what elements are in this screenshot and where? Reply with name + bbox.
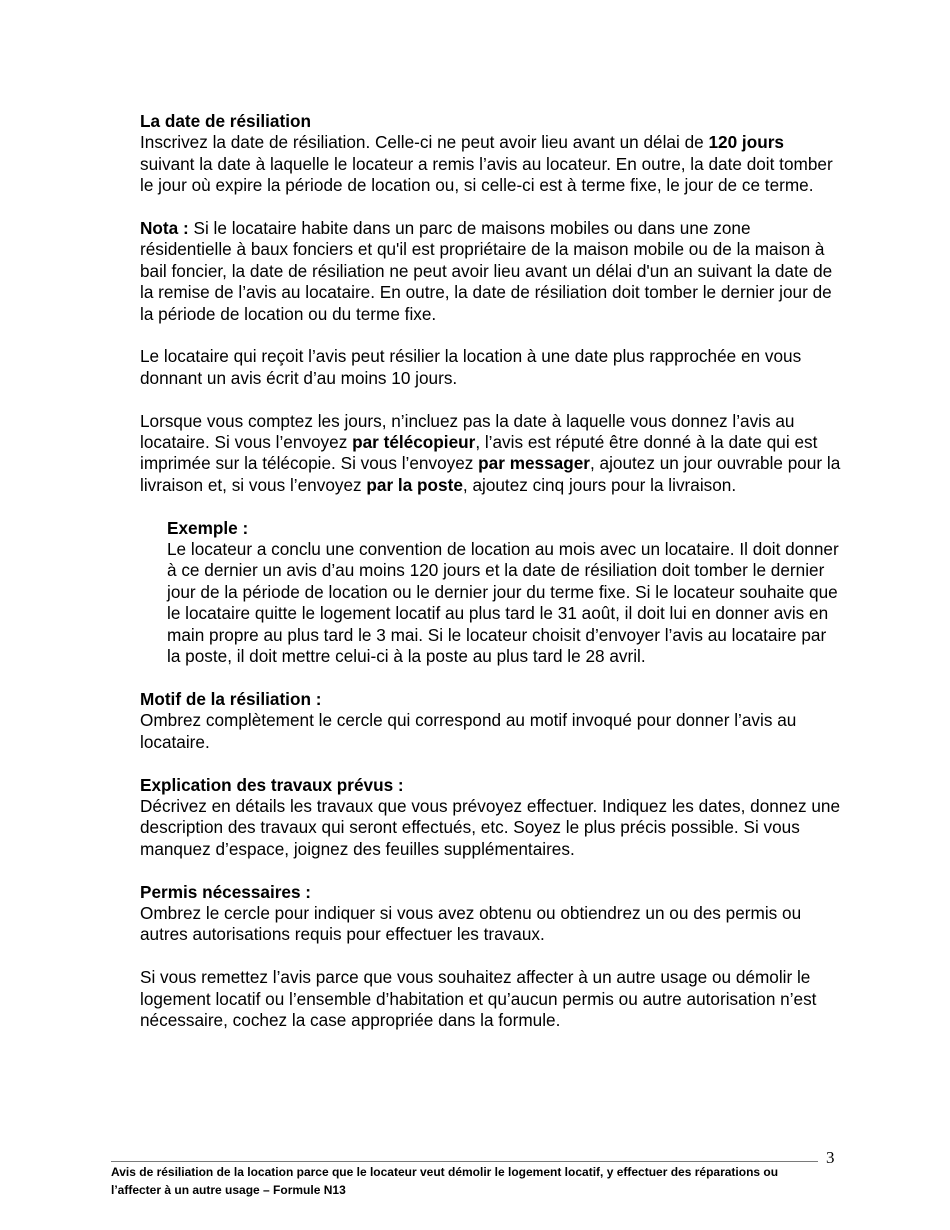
- bold-term: par messager: [478, 453, 590, 474]
- example-block: [140, 518, 842, 668]
- bold-term: par télécopieur: [352, 432, 476, 453]
- section-termination-date: [140, 111, 842, 197]
- section-reason: [140, 689, 842, 753]
- footer-form-title: Avis de résiliation de la location parce que le locateur veut démolir le logement locatif, y effectuer des réparations ou l’affecter à un autre usage – Formule N13: [111, 1165, 779, 1197]
- section-heading: Permis nécessaires :: [140, 881, 312, 902]
- document-body: [140, 111, 842, 1053]
- paragraph: Le locateur a conclu une convention de location au mois avec un locataire. Il doit donner à ce dernier un avis d’au moins 120 jours et la date de résiliation doit tomber le dernier jour de la période de location ou le dernier jour du terme fixe. Si le locateur souhaite que le locataire quitte le logement locatif au plus tard le 31 août, il doit lui en donner avis en main propre au plus tard le 3 mai. Si le locateur choisit d’envoyer l’avis au locataire par la poste, il doit mettre celui-ci à la poste au plus tard le 28 avril.: [167, 539, 839, 667]
- section-heading: Motif de la résiliation :: [140, 688, 322, 709]
- paragraph: Ombrez le cercle pour indiquer si vous avez obtenu ou obtiendrez un ou des permis ou autres autorisations requis pour effectuer les travaux.: [140, 902, 802, 945]
- section-permits: [140, 882, 842, 946]
- nota-label: Nota :: [140, 218, 189, 239]
- footer-divider: [111, 1161, 818, 1162]
- section-heading: La date de résiliation: [140, 111, 311, 131]
- paragraph: Ombrez complètement le cercle qui correspond au motif invoqué pour donner l’avis au locataire.: [140, 710, 797, 752]
- bold-term: par la poste: [366, 474, 463, 495]
- section-work-explanation: [140, 775, 842, 861]
- nota-paragraph: Nota : Si le locataire habite dans un parc de maisons mobiles ou dans une zone résidentielle à baux fonciers et qu'il est propriétaire de la maison mobile ou de la maison à bail foncier, la date de résiliation ne peut avoir lieu avant un délai d'un an suivant la date de la remise de l’avis au locataire. En outre, la date de résiliation doit tomber le dernier jour de la période de location ou du terme fixe.: [140, 218, 833, 324]
- counting-days-paragraph: Lorsque vous comptez les jours, n’incluez pas la date à laquelle vous donnez l’avis au locataire. Si vous l’envoyez par télécopieur, l’avis est réputé être donné à la date qui est imprimée sur la télécopie. Si vous l’envoyez par messager, ajoutez un jour ouvrable pour la livraison et, si vous l’envoyez par la poste, ajoutez cinq jours pour la livraison.: [140, 410, 841, 495]
- section-heading: Explication des travaux prévus :: [140, 774, 404, 795]
- no-permit-paragraph: Si vous remettez l’avis parce que vous souhaitez affecter à un autre usage ou démolir le logement locatif ou l’ensemble d’habitation et qu’aucun permis ou autre autorisation n’est nécessaire, cochez la case appropriée dans la formule.: [140, 967, 817, 1030]
- page-number: 3: [826, 1148, 835, 1167]
- early-termination-paragraph: Le locataire qui reçoit l’avis peut résilier la location à une date plus rapprochée en vous donnant un avis écrit d’au moins 10 jours.: [140, 346, 802, 388]
- paragraph: Décrivez en détails les travaux que vous prévoyez effectuer. Indiquez les dates, donnez une description des travaux qui seront effectués, etc. Soyez le plus précis possible. Si vous manquez d’espace, joignez des feuilles supplémentaires.: [140, 795, 841, 859]
- bold-term: 120 jours: [708, 132, 784, 153]
- paragraph: Inscrivez la date de résiliation. Celle-ci ne peut avoir lieu avant un délai de 120 jours suivant la date à laquelle le locateur a remis l’avis au locateur. En outre, la date doit tomber le jour où expire la période de location ou, si celle-ci est à terme fixe, le jour de ce terme.: [140, 132, 833, 196]
- section-heading: Exemple :: [167, 517, 249, 538]
